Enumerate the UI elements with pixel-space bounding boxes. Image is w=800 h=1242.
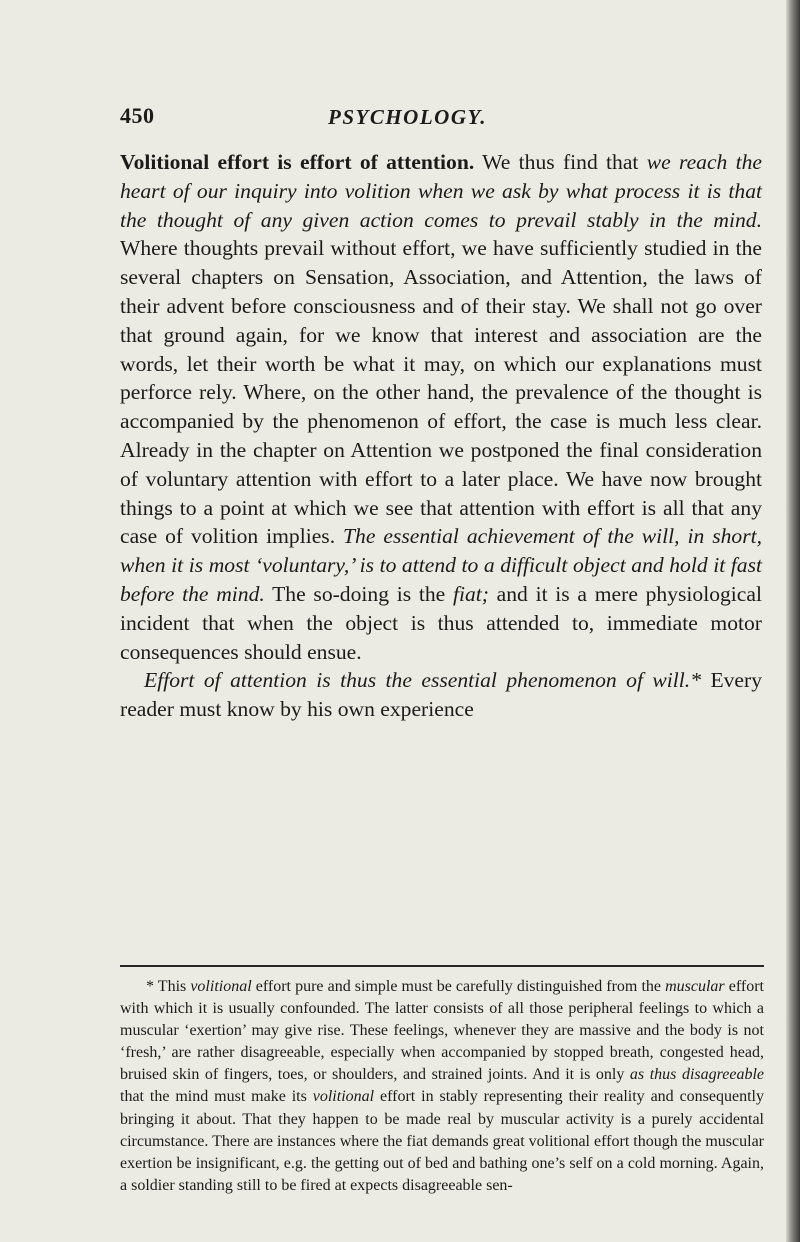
italic-run: Effort of attention is thus the essential phenomenon of will.*: [144, 668, 701, 693]
bold-lead-sentence: Volitional effort is effort of attention.: [120, 150, 475, 174]
page-number: 450: [120, 103, 155, 128]
italic-run: volitional: [190, 978, 252, 995]
page-header: [120, 103, 760, 133]
running-head: PSYCHOLOGY.: [328, 105, 488, 129]
text-run: effort in stably representing their reality and consequently bringing it about. That they happen to be made real by muscular activity is a purely accidental circumstance. There are instances where the fiat demands great volitional effort though the muscular exertion be insignificant, e.g. the getting out of bed and bathing one’s self on a cold morning. Again, a soldier standing still to be fired at expects disagreeable sen-: [120, 1088, 765, 1194]
body-text: [120, 148, 762, 724]
text-run: Where thoughts prevail without effort, we have sufficiently studied in the several chapters on Sensation, Association, and Attention, the laws of their advent before consciousness and of their stay. We shall not go over that ground again, for we know that interest and association are the words, let their worth be what it may, on which our explanations must perforce rely. Where, on the other hand, the prevalence of the thought is accompanied by the phenomenon of effort, the case is much less clear. Already in the chapter on Attention we postponed the final consideration of voluntary attention with effort to a later place. We have now brought things to a point at which we see that attention with effort is all that any case of volition implies.: [120, 236, 762, 549]
text-run: effort pure and simple must be carefully distinguished from the: [251, 978, 666, 995]
footnote-paragraph: [120, 976, 764, 1197]
italic-run: muscular: [665, 978, 725, 995]
page-spine-shadow: [786, 0, 800, 1242]
text-run: Every reader must know by his own experience: [120, 668, 762, 722]
text-run: We thus find that: [474, 150, 647, 174]
italic-fiat: fiat;: [452, 581, 489, 606]
text-run: * This: [146, 978, 191, 995]
footnote-divider: [120, 965, 764, 967]
text-run: The so-doing is the: [264, 581, 453, 606]
text-run: effort with which it is usually confounded. The latter consists of all those peripheral feelings to which a muscular ‘exertion’ may give rise. These feelings, whenever they are massive and the body is not ‘fresh,’ are rather disagreeable, especially when accompanied by stopped breath, congested head, bruised skin of fingers, toes, or shoulders, and strained joints. And it is only: [120, 978, 764, 1084]
footnote: [120, 976, 764, 1197]
paragraph-1: [120, 148, 762, 666]
text-run: and it is a mere physiological incident that when the object is thus attended to, immediate motor consequences should ensue.: [120, 581, 762, 664]
italic-run: we reach the heart of our inquiry into volition when we ask by what process it is that the thought of any given action comes to prevail stably in the mind.: [120, 150, 763, 232]
italic-run: volitional: [312, 1088, 375, 1106]
italic-run: The essential achievement of the will, in short, when it is most ‘voluntary,’ is to attend to a difficult object and hold it fast before the mind.: [120, 524, 762, 606]
italic-run: as thus disagreeable: [629, 1066, 765, 1084]
text-run: that the mind must make its: [120, 1088, 313, 1106]
paragraph-2: [120, 666, 762, 724]
